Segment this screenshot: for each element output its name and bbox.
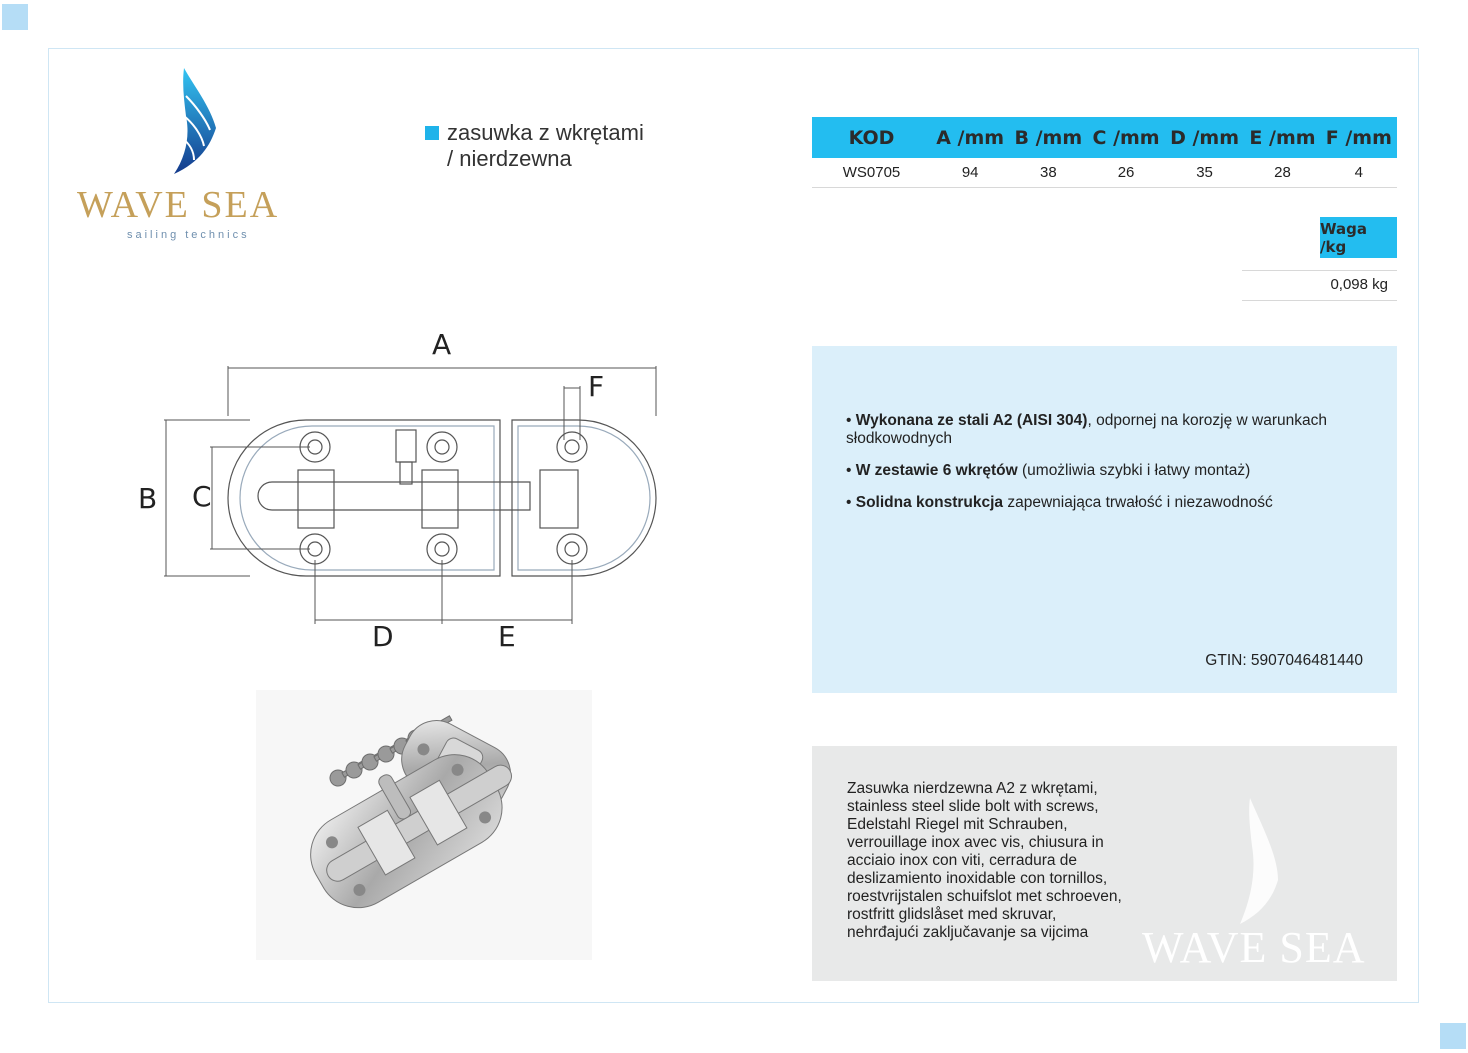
- cell-c: 26: [1087, 158, 1164, 188]
- description-box: [812, 746, 1397, 981]
- weight-header: Waga /kg: [1320, 217, 1397, 258]
- header-a: A /mm: [931, 117, 1009, 158]
- header-f: F /mm: [1321, 117, 1397, 158]
- feature-item: • Solidna konstrukcja zapewniająca trwałość i niezawodność: [846, 494, 1273, 511]
- product-photo: [256, 690, 592, 960]
- cell-a: 94: [931, 158, 1009, 188]
- cell-f: 4: [1321, 158, 1397, 188]
- spec-table-header: [812, 117, 1397, 158]
- title-line-2: / nierdzewna: [447, 146, 572, 171]
- dimension-label-f: F: [588, 370, 605, 403]
- cell-kod: WS0705: [812, 158, 931, 188]
- dimension-label-e: E: [498, 620, 516, 653]
- weight-divider-bottom: [1242, 300, 1397, 301]
- corner-square-bottom-right: [1440, 1023, 1466, 1049]
- header-c: C /mm: [1087, 117, 1164, 158]
- title-line-1: zasuwka z wkrętami: [447, 120, 644, 145]
- dimension-label-a: A: [432, 328, 452, 361]
- product-title: [425, 120, 644, 172]
- watermark-brand: WAVE SEA: [1142, 923, 1366, 972]
- header-kod: KOD: [812, 117, 931, 158]
- feature-text: , odpornej na korozję w warunkach słodkowodnych: [846, 412, 1327, 447]
- header-e: E /mm: [1244, 117, 1320, 158]
- sail-logo-icon: [160, 66, 220, 176]
- dimension-label-c: C: [192, 480, 212, 513]
- feature-item: • Wykonana ze stali A2 (AISI 304), odpornej na korozję w warunkach słodkowodnych: [846, 412, 1327, 447]
- spec-table: [812, 117, 1397, 188]
- header-b: B /mm: [1009, 117, 1087, 158]
- weight-value: 0,098 kg: [1330, 276, 1388, 293]
- header-d: D /mm: [1165, 117, 1245, 158]
- multilingual-description: Zasuwka nierdzewna A2 z wkrętami, stainless steel slide bolt with screws, Edelstahl Riegel mit Schrauben, verrouillage inox avec vis, chiusura in acciaio inox con viti, cerradura de deslizamiento inoxidable con tornillos, roestvrijstalen schuifslot met schroeven, rostfritt glidslåset med skruvar, nehrđajući zaključavanje sa vijcima: [847, 780, 1122, 941]
- feature-bold: Wykonana ze stali A2 (AISI 304): [855, 412, 1088, 429]
- cell-d: 35: [1165, 158, 1245, 188]
- feature-bold: W zestawie 6 wkrętów: [855, 462, 1018, 479]
- feature-text: zapewniająca trwałość i niezawodność: [1003, 494, 1273, 511]
- feature-text: (umożliwia szybki i łatwy montaż): [1017, 462, 1251, 479]
- dimension-label-b: B: [138, 482, 158, 515]
- feature-bold: Solidna konstrukcja: [855, 494, 1004, 511]
- brand-tagline: sailing technics: [127, 229, 250, 241]
- gtin-code: GTIN: 5907046481440: [1205, 652, 1363, 669]
- cell-e: 28: [1244, 158, 1320, 188]
- cell-b: 38: [1009, 158, 1087, 188]
- table-row: [812, 158, 1397, 188]
- title-marker-icon: [425, 126, 439, 140]
- watermark-sail-icon: [1232, 796, 1282, 926]
- brand-name: WAVE SEA: [77, 184, 280, 226]
- slide-bolt-illustration: [256, 690, 592, 960]
- corner-square-top-left: [2, 4, 28, 30]
- features-box: [812, 346, 1397, 693]
- weight-divider-top: [1242, 270, 1397, 271]
- feature-item: • W zestawie 6 wkrętów (umożliwia szybki i łatwy montaż): [846, 462, 1251, 479]
- technical-drawing: [120, 320, 680, 660]
- dimension-label-d: D: [372, 620, 394, 653]
